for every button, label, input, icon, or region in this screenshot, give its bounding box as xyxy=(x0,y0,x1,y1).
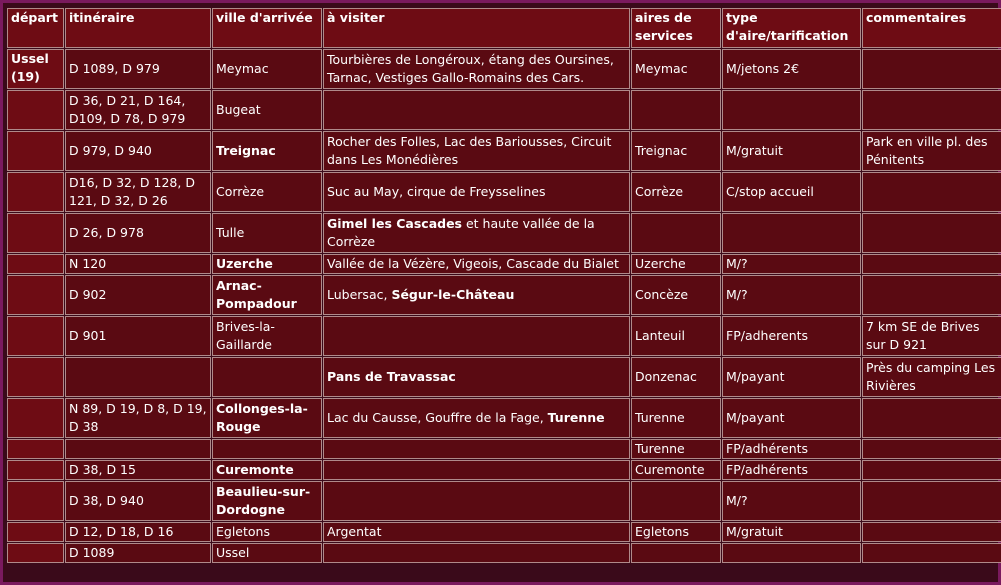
cell-commentaires xyxy=(862,398,1001,438)
table-row xyxy=(7,543,1001,563)
table-row xyxy=(7,481,1001,521)
cell-itineraire: D16, D 32, D 128, D 121, D 32, D 26 xyxy=(65,172,211,212)
cell-itineraire: D 979, D 940 xyxy=(65,131,211,171)
cell-ville-arrivee: Tulle xyxy=(212,213,322,253)
cell-itineraire xyxy=(65,439,211,459)
table-row xyxy=(7,275,1001,315)
cell-a-visiter xyxy=(323,49,630,89)
cell-type-aire: M/payant xyxy=(722,398,861,438)
cell-depart xyxy=(7,460,64,480)
cell-depart xyxy=(7,254,64,274)
table-row xyxy=(7,398,1001,438)
itinerary-table xyxy=(6,7,1001,564)
visit-text: Ségur-le-Château xyxy=(391,287,515,302)
visit-text: et haute vallée de la Corrèze xyxy=(327,216,595,249)
table-row xyxy=(7,49,1001,89)
cell-itineraire: D 38, D 15 xyxy=(65,460,211,480)
visit-text: Lubersac, xyxy=(327,287,392,302)
cell-aires-services: Lanteuil xyxy=(631,316,721,356)
cell-aires-services xyxy=(631,213,721,253)
cell-ville-arrivee: Meymac xyxy=(212,49,322,89)
cell-type-aire xyxy=(722,90,861,130)
table-row xyxy=(7,439,1001,459)
cell-depart xyxy=(7,357,64,397)
cell-commentaires xyxy=(862,90,1001,130)
cell-itineraire: D 38, D 940 xyxy=(65,481,211,521)
cell-a-visiter xyxy=(323,398,630,438)
cell-commentaires xyxy=(862,543,1001,563)
cell-depart xyxy=(7,398,64,438)
cell-commentaires xyxy=(862,254,1001,274)
visit-text: Suc au May, cirque de Freysselines xyxy=(327,184,546,199)
cell-depart xyxy=(7,316,64,356)
cell-aires-services xyxy=(631,90,721,130)
cell-commentaires xyxy=(862,275,1001,315)
cell-type-aire: M/? xyxy=(722,275,861,315)
cell-ville-arrivee: Brives-la-Gaillarde xyxy=(212,316,322,356)
cell-aires-services: Corrèze xyxy=(631,172,721,212)
cell-a-visiter xyxy=(323,522,630,542)
cell-itineraire: N 89, D 19, D 8, D 19, D 38 xyxy=(65,398,211,438)
cell-type-aire: FP/adhérents xyxy=(722,439,861,459)
cell-a-visiter xyxy=(323,460,630,480)
table-row xyxy=(7,522,1001,542)
cell-a-visiter xyxy=(323,172,630,212)
cell-ville-arrivee: Treignac xyxy=(212,131,322,171)
cell-itineraire: D 901 xyxy=(65,316,211,356)
visit-text: Lac du Causse, Gouffre de la Fage, xyxy=(327,410,548,425)
cell-ville-arrivee: Bugeat xyxy=(212,90,322,130)
visit-text: Vallée de la Vézère, Vigeois, Cascade du Bialet xyxy=(327,256,619,271)
cell-type-aire: M/jetons 2€ xyxy=(722,49,861,89)
header-itineraire: itinéraire xyxy=(65,8,211,48)
cell-depart xyxy=(7,481,64,521)
cell-ville-arrivee: Curemonte xyxy=(212,460,322,480)
table-row xyxy=(7,90,1001,130)
cell-a-visiter xyxy=(323,254,630,274)
cell-type-aire: M/payant xyxy=(722,357,861,397)
cell-type-aire xyxy=(722,543,861,563)
cell-depart xyxy=(7,543,64,563)
header-commentaires: commentaires xyxy=(862,8,1001,48)
cell-depart xyxy=(7,522,64,542)
cell-itineraire: D 26, D 978 xyxy=(65,213,211,253)
cell-itineraire: N 120 xyxy=(65,254,211,274)
cell-ville-arrivee: Corrèze xyxy=(212,172,322,212)
cell-ville-arrivee xyxy=(212,357,322,397)
table-row xyxy=(7,254,1001,274)
cell-a-visiter xyxy=(323,439,630,459)
cell-type-aire: M/gratuit xyxy=(722,131,861,171)
table-row xyxy=(7,357,1001,397)
visit-text: Gimel les Cascades xyxy=(327,216,462,231)
cell-type-aire: M/gratuit xyxy=(722,522,861,542)
table-row xyxy=(7,460,1001,480)
cell-a-visiter xyxy=(323,213,630,253)
cell-aires-services: Treignac xyxy=(631,131,721,171)
header-ville-arrivee: ville d'arrivée xyxy=(212,8,322,48)
cell-aires-services: Meymac xyxy=(631,49,721,89)
cell-a-visiter xyxy=(323,357,630,397)
cell-type-aire xyxy=(722,213,861,253)
cell-a-visiter xyxy=(323,131,630,171)
cell-commentaires: Park en ville pl. des Pénitents xyxy=(862,131,1001,171)
cell-commentaires xyxy=(862,460,1001,480)
cell-a-visiter xyxy=(323,275,630,315)
cell-type-aire: FP/adherents xyxy=(722,316,861,356)
table-row xyxy=(7,316,1001,356)
cell-ville-arrivee: Arnac-Pompadour xyxy=(212,275,322,315)
cell-aires-services: Egletons xyxy=(631,522,721,542)
cell-depart xyxy=(7,275,64,315)
cell-commentaires xyxy=(862,213,1001,253)
cell-type-aire: C/stop accueil xyxy=(722,172,861,212)
cell-itineraire: D 36, D 21, D 164, D109, D 78, D 979 xyxy=(65,90,211,130)
cell-itineraire: D 12, D 18, D 16 xyxy=(65,522,211,542)
cell-ville-arrivee: Collonges-la-Rouge xyxy=(212,398,322,438)
header-row xyxy=(7,8,1001,48)
cell-commentaires: 7 km SE de Brives sur D 921 xyxy=(862,316,1001,356)
cell-ville-arrivee: Ussel xyxy=(212,543,322,563)
cell-depart xyxy=(7,172,64,212)
cell-aires-services: Turenne xyxy=(631,439,721,459)
cell-depart xyxy=(7,90,64,130)
table-row xyxy=(7,172,1001,212)
cell-itineraire xyxy=(65,357,211,397)
cell-commentaires xyxy=(862,481,1001,521)
cell-aires-services xyxy=(631,543,721,563)
cell-a-visiter xyxy=(323,481,630,521)
cell-aires-services xyxy=(631,481,721,521)
cell-type-aire: M/? xyxy=(722,254,861,274)
cell-aires-services: Donzenac xyxy=(631,357,721,397)
cell-commentaires xyxy=(862,172,1001,212)
cell-itineraire: D 1089, D 979 xyxy=(65,49,211,89)
cell-depart xyxy=(7,131,64,171)
cell-a-visiter xyxy=(323,543,630,563)
cell-commentaires: Près du camping Les Rivières xyxy=(862,357,1001,397)
cell-type-aire: FP/adhérents xyxy=(722,460,861,480)
cell-itineraire: D 902 xyxy=(65,275,211,315)
cell-aires-services: Concèze xyxy=(631,275,721,315)
header-aires-services: aires de services xyxy=(631,8,721,48)
visit-text: Tourbières de Longéroux, étang des Oursines, Tarnac, Vestiges Gallo-Romains des Cars. xyxy=(327,52,614,85)
header-type-aire: type d'aire/tarification xyxy=(722,8,861,48)
visit-text: Pans de Travassac xyxy=(327,369,456,384)
cell-ville-arrivee: Uzerche xyxy=(212,254,322,274)
cell-depart: Ussel (19) xyxy=(7,49,64,89)
cell-aires-services: Curemonte xyxy=(631,460,721,480)
cell-ville-arrivee: Beaulieu-sur-Dordogne xyxy=(212,481,322,521)
cell-type-aire: M/? xyxy=(722,481,861,521)
cell-ville-arrivee: Egletons xyxy=(212,522,322,542)
visit-text: Argentat xyxy=(327,524,382,539)
cell-commentaires xyxy=(862,49,1001,89)
cell-aires-services: Uzerche xyxy=(631,254,721,274)
cell-itineraire: D 1089 xyxy=(65,543,211,563)
header-a-visiter: à visiter xyxy=(323,8,630,48)
cell-a-visiter xyxy=(323,316,630,356)
cell-commentaires xyxy=(862,439,1001,459)
table-row xyxy=(7,213,1001,253)
cell-aires-services: Turenne xyxy=(631,398,721,438)
table-row xyxy=(7,131,1001,171)
cell-a-visiter xyxy=(323,90,630,130)
visit-text: Turenne xyxy=(547,410,605,425)
visit-text: Rocher des Folles, Lac des Bariousses, Circuit dans Les Monédières xyxy=(327,134,612,167)
cell-commentaires xyxy=(862,522,1001,542)
cell-ville-arrivee xyxy=(212,439,322,459)
header-depart: départ xyxy=(7,8,64,48)
cell-depart xyxy=(7,439,64,459)
cell-depart xyxy=(7,213,64,253)
